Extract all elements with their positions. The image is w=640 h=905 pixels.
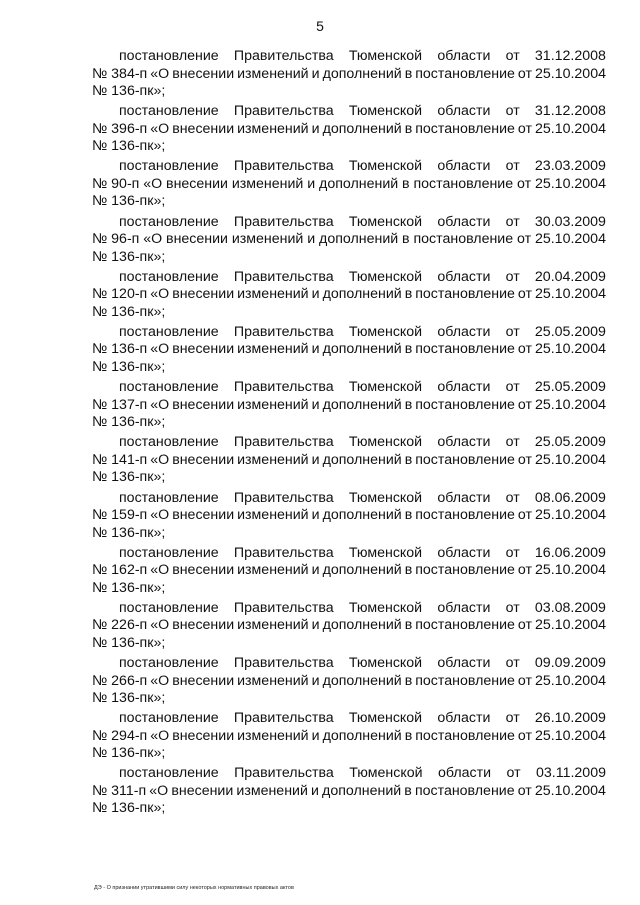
entry-line-2 xyxy=(92,783,606,801)
entry-tail: № 136-пк»; xyxy=(92,524,166,541)
entry-title-word: изменений xyxy=(237,562,309,579)
entry-title-word: 25.10.2004 xyxy=(534,617,606,634)
entry-word: постановление xyxy=(119,489,219,506)
entry-title-word: в xyxy=(404,672,413,689)
entry-title-word: и xyxy=(311,65,320,82)
entry-word: области xyxy=(437,434,491,451)
entry-date: 31.12.2008 xyxy=(534,103,606,120)
entry-title-word: от xyxy=(517,286,532,303)
entry-word: постановление xyxy=(119,158,219,175)
entry-word: области xyxy=(437,544,491,561)
entry-title-word: внесении xyxy=(172,617,235,634)
entry-word: Тюменской xyxy=(348,544,423,561)
entry-title-word: 25.10.2004 xyxy=(534,727,606,744)
entry-word: от xyxy=(505,544,520,561)
entry-line-1 xyxy=(92,214,606,232)
entry-word: постановление xyxy=(119,268,219,285)
entry-title-word: от xyxy=(517,727,532,744)
entry-line-1 xyxy=(92,48,606,66)
entry-word: области xyxy=(437,268,491,285)
entry-date: 30.03.2009 xyxy=(534,213,606,230)
entry-line-1 xyxy=(92,710,606,728)
entry-title-word: и xyxy=(311,562,320,579)
entry-word: Правительства xyxy=(233,213,334,230)
entry-title-word: от xyxy=(517,341,532,358)
entry-title-word: от xyxy=(517,175,532,192)
entry-date: 20.04.2009 xyxy=(534,268,606,285)
entry-title-word: внесении xyxy=(172,341,235,358)
entry-title-word: изменений xyxy=(237,396,309,413)
list-item xyxy=(92,655,606,710)
entry-line-2 xyxy=(92,617,606,635)
list-item xyxy=(92,545,606,600)
entry-title-word: «О xyxy=(143,231,163,248)
entry-title-word: и xyxy=(311,451,320,468)
entry-title-word: в xyxy=(402,231,410,248)
entry-word: области xyxy=(437,379,491,396)
entry-title-word: и xyxy=(311,396,320,413)
entry-word: Правительства xyxy=(233,268,334,285)
entry-word: Правительства xyxy=(234,765,334,782)
entry-title-word: изменений xyxy=(237,451,309,468)
entry-title-word: и xyxy=(311,341,320,358)
entry-word: Тюменской xyxy=(348,655,423,672)
entry-title-word: 25.10.2004 xyxy=(534,120,606,137)
entry-title-word: «О xyxy=(150,672,170,689)
entry-date: 31.12.2008 xyxy=(534,48,606,64)
entry-word: постановление xyxy=(119,434,219,451)
entry-title-word: и xyxy=(311,286,320,303)
entry-word: постановление xyxy=(119,710,219,727)
entry-title-word: «О xyxy=(150,396,170,413)
entry-title-word: от xyxy=(517,451,532,468)
entry-line-2 xyxy=(92,397,606,415)
entry-line-2 xyxy=(92,176,606,194)
entry-number: № 311-п xyxy=(92,782,147,799)
entry-word: от xyxy=(505,379,520,396)
entry-title-word: постановление xyxy=(415,120,515,137)
entry-line-1 xyxy=(92,655,606,673)
entry-word: постановление xyxy=(119,544,219,561)
entry-title-word: дополнений xyxy=(322,727,402,744)
entry-title-word: в xyxy=(404,341,413,358)
entry-tail: № 136-пк»; xyxy=(92,469,166,486)
entry-word: Тюменской xyxy=(348,48,423,64)
entry-line-2 xyxy=(92,231,606,249)
entry-title-word: дополнений xyxy=(322,782,402,799)
entry-title-word: изменений xyxy=(237,507,309,523)
entry-word: от xyxy=(505,489,520,506)
entry-line-2 xyxy=(92,452,606,470)
entry-line-1 xyxy=(92,158,606,176)
entry-number: № 226-п xyxy=(92,617,148,634)
entry-word: области xyxy=(437,765,492,782)
entry-title-word: в xyxy=(404,286,413,303)
entry-number: № 90-п xyxy=(92,175,140,192)
entry-tail: № 136-пк»; xyxy=(92,193,166,210)
entry-title-word: от xyxy=(517,120,532,137)
entry-word: от xyxy=(505,710,520,727)
entry-word: постановление xyxy=(119,379,219,396)
list-item xyxy=(92,379,606,434)
entry-word: постановление xyxy=(119,323,219,340)
entry-title-word: «О xyxy=(150,120,170,137)
entry-word: области xyxy=(437,323,491,340)
entry-word: Правительства xyxy=(233,103,334,120)
list-item xyxy=(92,48,606,103)
entry-line-2 xyxy=(92,286,606,304)
entry-line-2 xyxy=(92,728,606,746)
entry-title-word: и xyxy=(311,507,320,523)
entry-title-word: дополнений xyxy=(322,286,402,303)
entry-title-word: и xyxy=(311,727,320,744)
entry-title-word: изменений xyxy=(237,286,309,303)
entry-title-word: 25.10.2004 xyxy=(534,65,606,82)
entry-title-word: постановление xyxy=(415,727,515,744)
entry-date: 03.11.2009 xyxy=(536,765,606,782)
list-item xyxy=(92,490,606,545)
entries-list xyxy=(92,48,606,821)
entry-word: Тюменской xyxy=(348,103,423,120)
entry-date: 08.06.2009 xyxy=(534,489,606,506)
entry-line-1 xyxy=(92,765,606,783)
entry-title-word: дополнений xyxy=(322,507,402,523)
list-item xyxy=(92,710,606,765)
entry-word: Правительства xyxy=(233,48,334,64)
entry-title-word: «О xyxy=(150,562,170,579)
entry-title-word: внесении xyxy=(172,396,235,413)
entry-title-word: и xyxy=(311,617,320,634)
entry-title-word: постановление xyxy=(413,175,514,192)
entry-number: № 162-п xyxy=(92,562,148,579)
entry-tail: № 136-пк»; xyxy=(92,83,166,99)
entry-tail: № 136-пк»; xyxy=(92,414,166,431)
entry-title-word: внесении xyxy=(172,727,235,744)
entry-word: Правительства xyxy=(233,710,334,727)
entry-title-word: дополнений xyxy=(322,451,402,468)
entry-title-word: в xyxy=(404,120,413,137)
entry-word: Тюменской xyxy=(348,158,423,175)
entry-word: области xyxy=(437,158,491,175)
entry-title-word: постановление xyxy=(414,782,515,799)
entry-title-word: «О xyxy=(150,341,170,358)
entry-word: области xyxy=(437,489,491,506)
entry-title-word: изменений xyxy=(237,120,309,137)
entry-title-word: от xyxy=(517,507,532,523)
entry-word: Правительства xyxy=(233,655,334,672)
entry-number: № 266-п xyxy=(92,672,148,689)
entry-title-word: постановление xyxy=(415,507,515,523)
entry-word: области xyxy=(437,599,491,616)
entry-line-1 xyxy=(92,379,606,397)
entry-title-word: в xyxy=(402,175,410,192)
entry-number: № 159-п xyxy=(92,507,148,523)
entry-number: № 120-п xyxy=(92,286,148,303)
entry-title-word: изменений xyxy=(237,341,309,358)
entry-title-word: в xyxy=(404,727,413,744)
entry-title-word: и xyxy=(311,782,319,799)
entry-line-2 xyxy=(92,121,606,139)
entry-title-word: 25.10.2004 xyxy=(534,341,606,358)
entry-title-word: 25.10.2004 xyxy=(534,672,606,689)
entry-title-word: дополнений xyxy=(319,175,399,192)
entry-word: области xyxy=(437,103,491,120)
entry-word: постановление xyxy=(119,103,219,120)
entry-title-word: «О xyxy=(150,286,170,303)
entry-date: 25.05.2009 xyxy=(534,323,606,340)
entry-word: постановление xyxy=(119,655,219,672)
entry-word: от xyxy=(505,655,520,672)
list-item xyxy=(92,765,606,820)
entry-title-word: внесении xyxy=(172,451,235,468)
entry-title-word: изменений xyxy=(237,672,309,689)
entry-word: постановление xyxy=(119,599,219,616)
entry-title-word: дополнений xyxy=(322,341,402,358)
entry-word: области xyxy=(437,655,491,672)
list-item xyxy=(92,103,606,158)
entry-title-word: внесении xyxy=(166,175,228,192)
entry-word: Правительства xyxy=(233,379,334,396)
entry-title-word: внесении xyxy=(172,672,235,689)
entry-title-word: внесении xyxy=(166,231,228,248)
entry-word: от xyxy=(505,268,520,285)
entry-number: № 141-п xyxy=(92,451,148,468)
entry-date: 26.10.2009 xyxy=(534,710,606,727)
entry-word: от xyxy=(505,103,520,120)
entry-date: 03.08.2009 xyxy=(534,599,606,616)
list-item xyxy=(92,158,606,213)
entry-tail: № 136-пк»; xyxy=(92,800,166,817)
entry-title-word: изменений xyxy=(237,727,309,744)
entry-word: от xyxy=(505,434,520,451)
entry-title-word: 25.10.2004 xyxy=(534,286,606,303)
entry-title-word: постановление xyxy=(415,341,515,358)
page-number: 5 xyxy=(316,18,324,34)
entry-title-word: от xyxy=(517,231,532,248)
entry-title-word: в xyxy=(404,65,413,82)
entry-title-word: внесении xyxy=(172,286,235,303)
entry-title-word: 25.10.2004 xyxy=(534,782,606,799)
entry-word: Правительства xyxy=(233,489,334,506)
entry-title-word: постановление xyxy=(415,396,515,413)
entry-title-word: 25.10.2004 xyxy=(534,507,606,523)
list-item xyxy=(92,600,606,655)
entry-line-1 xyxy=(92,490,606,508)
entry-title-word: от xyxy=(517,562,532,579)
entry-title-word: «О xyxy=(150,617,170,634)
entry-number: № 294-п xyxy=(92,727,148,744)
entry-word: области xyxy=(437,48,491,64)
entry-line-1 xyxy=(92,434,606,452)
entry-line-1 xyxy=(92,600,606,618)
entry-line-1 xyxy=(92,324,606,342)
entry-title-word: постановление xyxy=(415,286,515,303)
entry-word: Тюменской xyxy=(348,434,423,451)
entry-word: Правительства xyxy=(233,434,334,451)
entry-title-word: дополнений xyxy=(322,120,402,137)
entry-tail: № 136-пк»; xyxy=(92,579,166,596)
entry-title-word: 25.10.2004 xyxy=(534,231,606,248)
entry-title-word: 25.10.2004 xyxy=(534,451,606,468)
entry-title-word: изменений xyxy=(237,65,309,82)
entry-title-word: в xyxy=(404,396,413,413)
entry-title-word: постановление xyxy=(415,65,515,82)
entry-word: области xyxy=(437,213,491,230)
entry-title-word: дополнений xyxy=(322,562,402,579)
entry-title-word: внесении xyxy=(171,782,234,799)
entry-date: 23.03.2009 xyxy=(534,158,606,175)
entry-tail: № 136-пк»; xyxy=(92,690,166,707)
footer-note: ДЭ - О признании утратившими силу некоторых нормативных правовых актов xyxy=(94,885,294,891)
entry-title-word: дополнений xyxy=(322,617,402,634)
entry-tail: № 136-пк»; xyxy=(92,303,166,320)
entry-title-word: 25.10.2004 xyxy=(534,396,606,413)
entry-word: постановление xyxy=(119,48,219,64)
entry-word: постановление xyxy=(119,213,219,230)
entry-date: 16.06.2009 xyxy=(534,544,606,561)
entry-title-word: «О xyxy=(150,451,170,468)
entry-word: Тюменской xyxy=(348,268,423,285)
entry-date: 25.05.2009 xyxy=(534,379,606,396)
entry-title-word: «О xyxy=(150,727,170,744)
entry-title-word: и xyxy=(307,175,316,192)
entry-title-word: постановление xyxy=(415,562,515,579)
entry-title-word: постановление xyxy=(415,451,515,468)
entry-word: Тюменской xyxy=(348,323,423,340)
entry-tail: № 136-пк»; xyxy=(92,634,166,651)
entry-tail: № 136-пк»; xyxy=(92,745,166,762)
entry-word: Правительства xyxy=(233,599,334,616)
entry-word: Тюменской xyxy=(348,599,423,616)
entry-word: Правительства xyxy=(233,323,334,340)
entry-line-2 xyxy=(92,66,606,84)
entry-word: Тюменской xyxy=(348,489,423,506)
entry-number: № 384-п xyxy=(92,65,148,82)
entry-word: от xyxy=(505,599,520,616)
entry-word: от xyxy=(505,158,520,175)
entry-title-word: «О xyxy=(149,782,169,799)
entry-title-word: «О xyxy=(150,65,170,82)
entry-word: от xyxy=(506,765,521,782)
entry-line-2 xyxy=(92,673,606,691)
entry-word: от xyxy=(505,213,520,230)
entry-word: области xyxy=(437,710,491,727)
entry-title-word: внесении xyxy=(172,507,235,523)
list-item xyxy=(92,269,606,324)
entry-date: 09.09.2009 xyxy=(534,655,606,672)
entry-tail: № 136-пк»; xyxy=(92,358,166,375)
entry-title-word: изменений xyxy=(231,231,304,248)
entry-title-word: в xyxy=(404,562,413,579)
entry-title-word: «О xyxy=(143,175,163,192)
entry-title-word: внесении xyxy=(172,120,235,137)
entry-title-word: от xyxy=(517,65,532,82)
entry-title-word: в xyxy=(404,451,413,468)
entry-title-word: и xyxy=(307,231,316,248)
entry-title-word: от xyxy=(517,782,532,799)
entry-title-word: изменений xyxy=(236,782,308,799)
entry-word: Правительства xyxy=(233,158,334,175)
entry-title-word: и xyxy=(311,672,320,689)
list-item xyxy=(92,324,606,379)
entry-title-word: постановление xyxy=(415,617,515,634)
entry-number: № 136-п xyxy=(92,341,148,358)
entry-word: от xyxy=(505,48,520,64)
entry-word: от xyxy=(505,323,520,340)
entry-number: № 96-п xyxy=(92,231,140,248)
entry-line-1 xyxy=(92,545,606,563)
entry-line-1 xyxy=(92,269,606,287)
entry-title-word: постановление xyxy=(413,231,514,248)
entry-word: Тюменской xyxy=(348,379,423,396)
entry-title-word: дополнений xyxy=(322,65,402,82)
list-item xyxy=(92,434,606,489)
entry-title-word: изменений xyxy=(237,617,309,634)
entry-word: Правительства xyxy=(233,544,334,561)
entry-title-word: дополнений xyxy=(322,672,402,689)
entry-line-2 xyxy=(92,507,606,525)
entry-title-word: дополнений xyxy=(319,231,399,248)
entry-tail: № 136-пк»; xyxy=(92,248,166,265)
entry-title-word: от xyxy=(517,617,532,634)
entry-title-word: «О xyxy=(150,507,170,523)
entry-word: Тюменской xyxy=(349,765,423,782)
entry-line-2 xyxy=(92,562,606,580)
entry-title-word: дополнений xyxy=(322,396,402,413)
entry-line-1 xyxy=(92,103,606,121)
entry-title-word: изменений xyxy=(231,175,304,192)
entry-tail: № 136-пк»; xyxy=(92,138,166,155)
entry-word: Тюменской xyxy=(348,710,423,727)
entry-number: № 137-п xyxy=(92,396,148,413)
entry-number: № 396-п xyxy=(92,120,148,137)
entry-title-word: в xyxy=(404,782,412,799)
entry-title-word: и xyxy=(311,120,320,137)
entry-line-2 xyxy=(92,341,606,359)
entry-title-word: от xyxy=(517,396,532,413)
entry-title-word: 25.10.2004 xyxy=(534,175,606,192)
entry-title-word: 25.10.2004 xyxy=(534,562,606,579)
entry-title-word: в xyxy=(404,617,413,634)
entry-title-word: внесении xyxy=(172,65,235,82)
entry-title-word: в xyxy=(404,507,413,523)
list-item xyxy=(92,214,606,269)
entry-title-word: постановление xyxy=(415,672,515,689)
entry-date: 25.05.2009 xyxy=(534,434,606,451)
entry-word: Тюменской xyxy=(348,213,423,230)
entry-word: постановление xyxy=(119,765,219,782)
entry-title-word: от xyxy=(517,672,532,689)
entry-title-word: внесении xyxy=(172,562,235,579)
